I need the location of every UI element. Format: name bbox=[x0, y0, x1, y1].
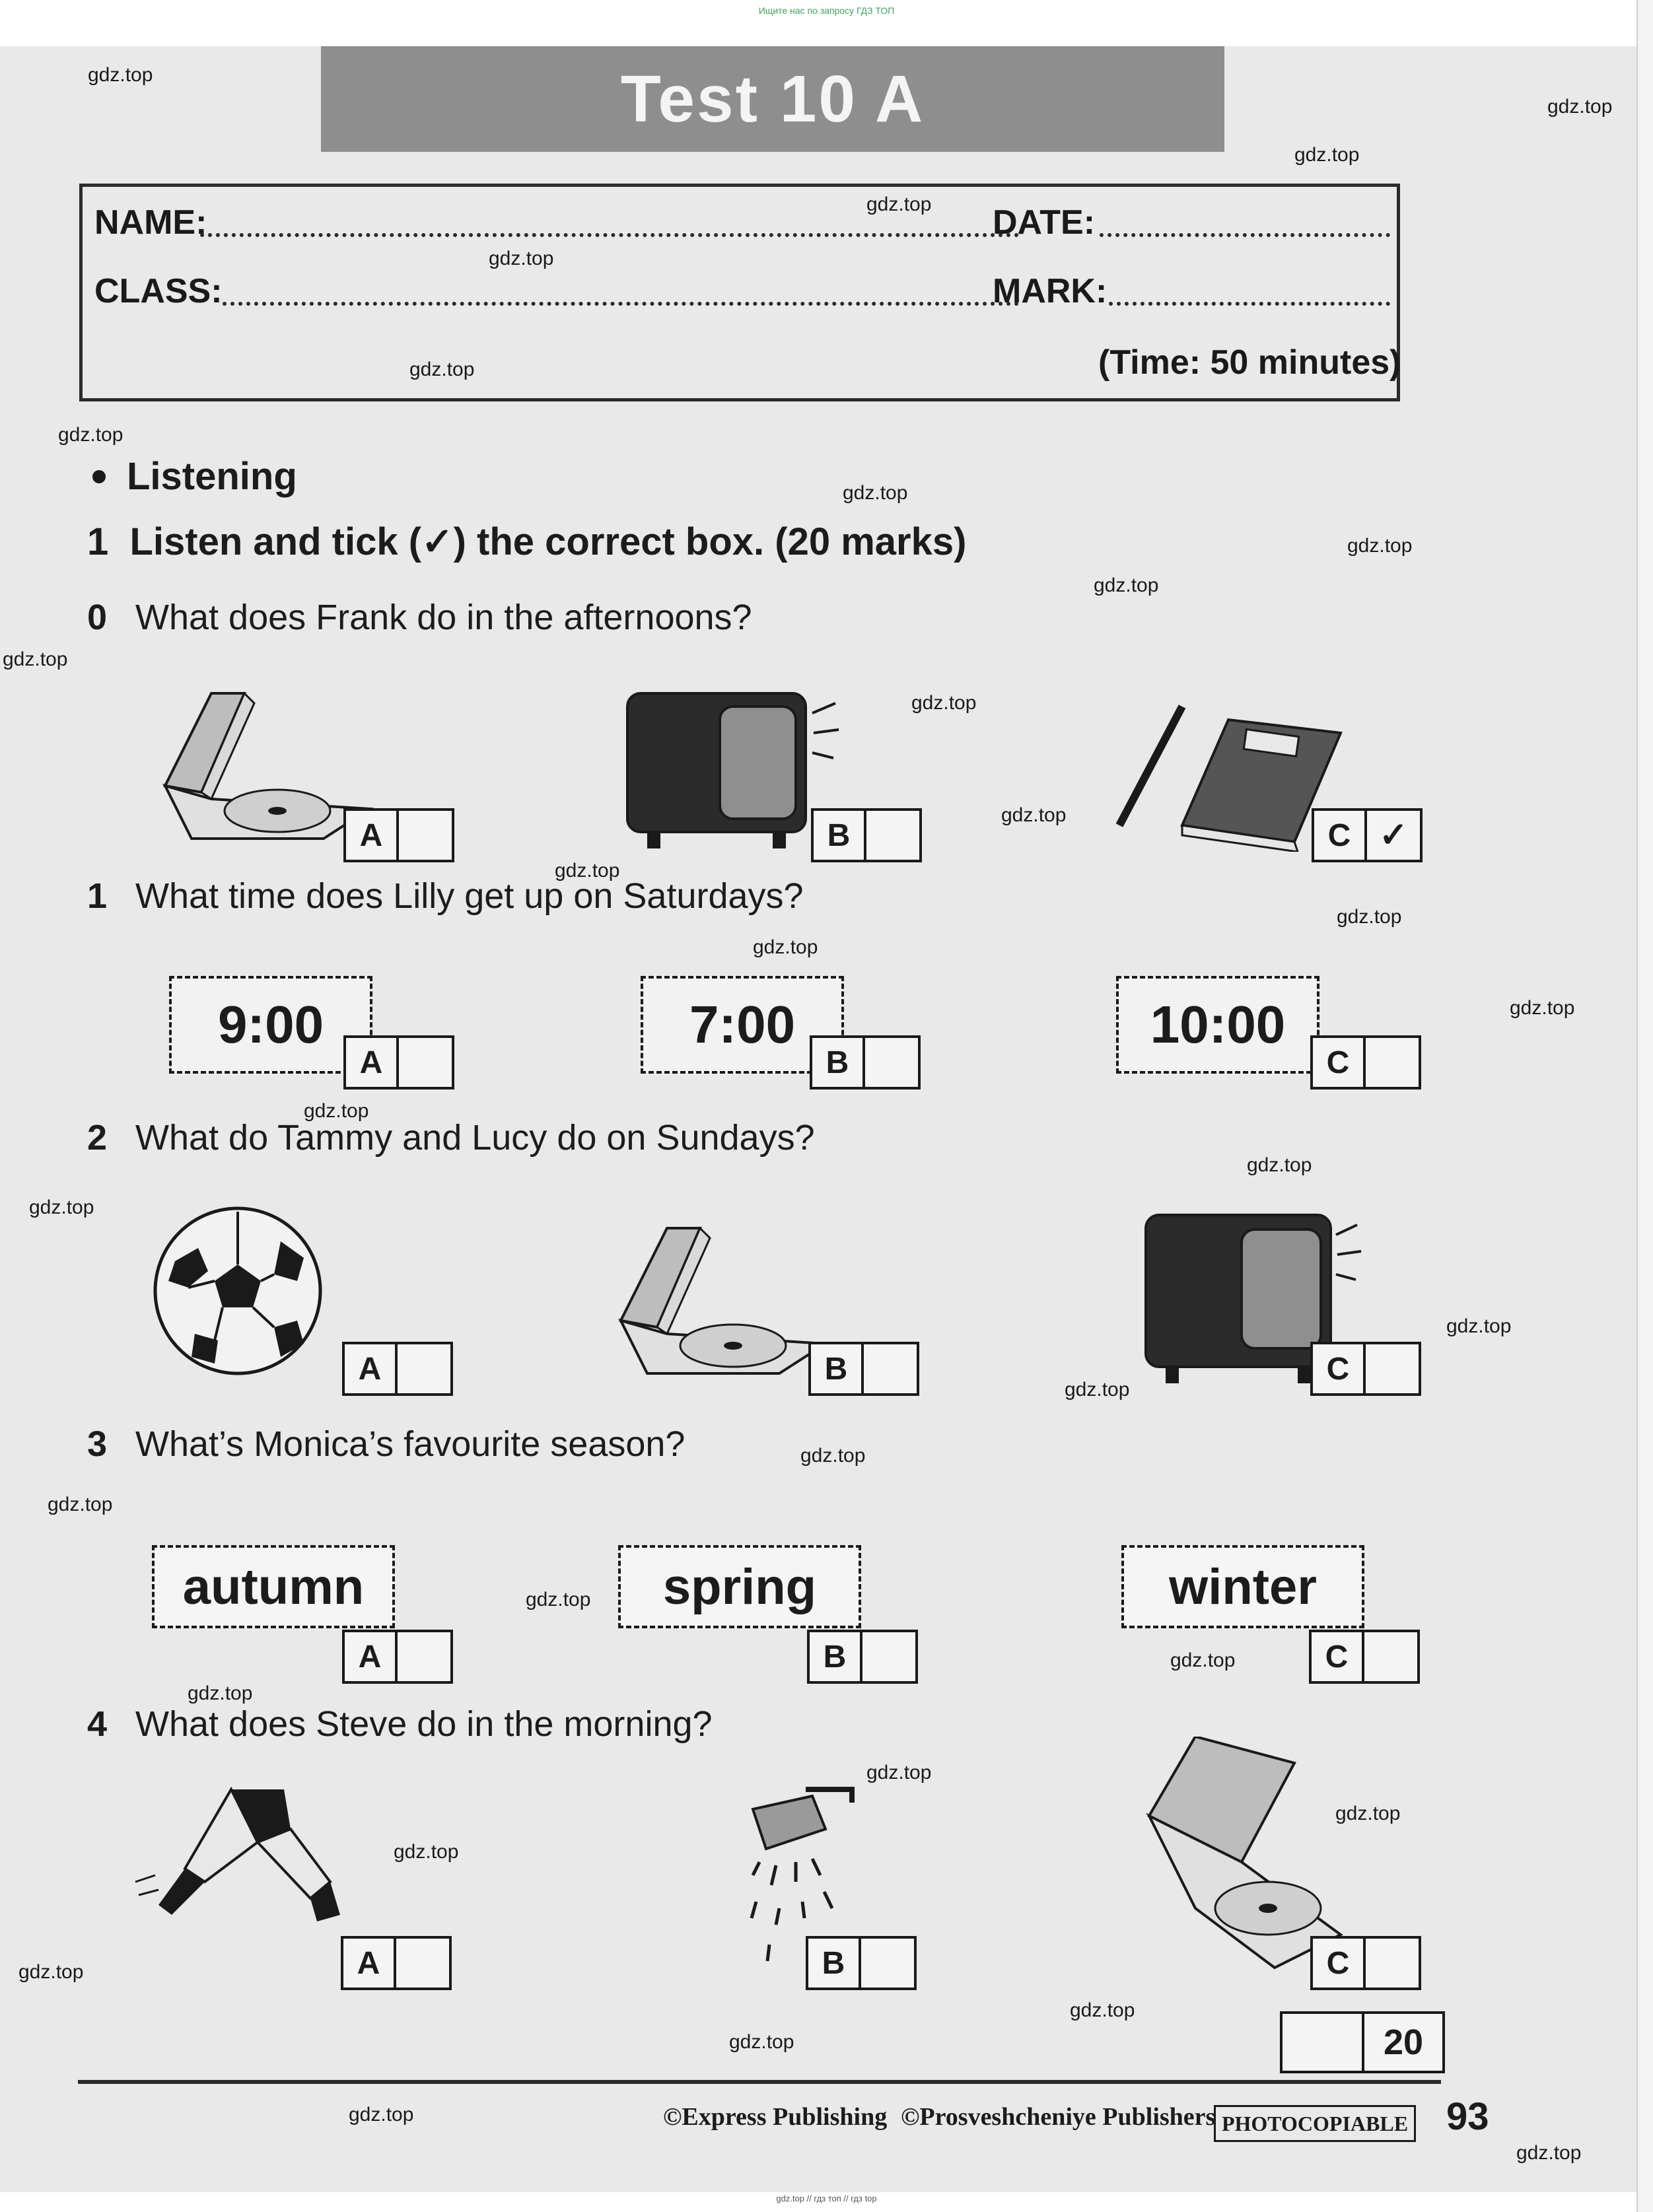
time-limit: (Time: 50 minutes) bbox=[1098, 343, 1401, 382]
score-total: 20 bbox=[1383, 2022, 1424, 2062]
option-letter: A bbox=[346, 1038, 399, 1087]
page-number: 93 bbox=[1446, 2095, 1489, 2138]
score-entry[interactable] bbox=[1283, 2014, 1364, 2071]
section-heading: Listening bbox=[127, 455, 297, 498]
watermark: gdz.top bbox=[1094, 574, 1159, 596]
answer-box-4-a[interactable] bbox=[341, 1936, 452, 1990]
watermark: gdz.top bbox=[88, 64, 153, 86]
watermark: gdz.top bbox=[1347, 535, 1413, 557]
question-text: What’s Monica’s favourite season? bbox=[135, 1424, 686, 1464]
mark-line[interactable] bbox=[1109, 302, 1390, 306]
option-letter: C bbox=[1313, 1344, 1366, 1393]
watermark: gdz.top bbox=[1335, 1803, 1401, 1824]
watermark: gdz.top bbox=[526, 1589, 591, 1610]
option-letter: B bbox=[812, 1038, 865, 1087]
watermark: gdz.top bbox=[188, 1682, 253, 1704]
tick-cell[interactable] bbox=[1366, 1344, 1419, 1393]
laptop-cd-icon bbox=[139, 667, 376, 852]
answer-box-4-c[interactable] bbox=[1310, 1936, 1421, 1990]
answer-box-2-c[interactable] bbox=[1310, 1342, 1421, 1396]
question-number: 1 bbox=[87, 876, 108, 916]
question-text: What do Tammy and Lucy do on Sundays? bbox=[135, 1118, 815, 1158]
time-option-a: 9:00 bbox=[169, 976, 372, 1074]
answer-box-1-a[interactable] bbox=[343, 1035, 454, 1089]
answer-box-4-b[interactable] bbox=[806, 1936, 917, 1990]
answer-box-0-b[interactable] bbox=[811, 808, 922, 862]
watermark: gdz.top bbox=[349, 2104, 414, 2126]
watermark: gdz.top bbox=[555, 860, 620, 881]
tick-cell[interactable] bbox=[861, 1939, 914, 1987]
watermark: gdz.top bbox=[1446, 1315, 1512, 1337]
answer-box-2-a[interactable] bbox=[342, 1342, 453, 1396]
title-bar bbox=[321, 46, 1224, 152]
task-text: Listen and tick (✓) the correct box. (20 marks) bbox=[129, 520, 967, 563]
tick-cell[interactable] bbox=[1366, 1939, 1419, 1987]
publisher-credit-2: ©Prosveshcheniye Publishers bbox=[901, 2103, 1216, 2131]
watermark: gdz.top bbox=[29, 1196, 94, 1218]
bottom-banner[interactable]: gdz.top // гдз топ // гдз top bbox=[776, 2194, 877, 2203]
page-title: Test 10 A bbox=[620, 61, 925, 136]
name-label: NAME: bbox=[94, 203, 207, 242]
watermark: gdz.top bbox=[3, 648, 68, 670]
answer-box-3-a[interactable] bbox=[342, 1630, 453, 1684]
question-2 bbox=[87, 1117, 815, 1158]
time-option-c: 10:00 bbox=[1116, 976, 1319, 1074]
watermark: gdz.top bbox=[48, 1494, 113, 1515]
watermark: gdz.top bbox=[1247, 1154, 1312, 1176]
laptop-cd-icon bbox=[594, 1202, 832, 1387]
tick-cell[interactable] bbox=[399, 811, 452, 860]
tick-cell[interactable] bbox=[398, 1632, 450, 1681]
tick-cell[interactable] bbox=[862, 1632, 915, 1681]
option-letter: C bbox=[1313, 1939, 1366, 1987]
watermark: gdz.top bbox=[1337, 906, 1402, 928]
watermark: gdz.top bbox=[1070, 1999, 1135, 2021]
option-letter: B bbox=[811, 1344, 864, 1393]
watermark: gdz.top bbox=[1170, 1649, 1236, 1671]
name-line[interactable] bbox=[200, 233, 1019, 237]
tick-cell[interactable] bbox=[864, 1344, 917, 1393]
watermark: gdz.top bbox=[1065, 1379, 1130, 1400]
answer-box-3-c[interactable] bbox=[1309, 1630, 1420, 1684]
class-line[interactable] bbox=[223, 302, 1019, 306]
option-letter: A bbox=[345, 1632, 398, 1681]
season-option-a: autumn bbox=[152, 1545, 395, 1628]
option-letter: C bbox=[1313, 1038, 1366, 1087]
answer-box-0-c[interactable] bbox=[1312, 808, 1423, 862]
watermark: gdz.top bbox=[1001, 804, 1067, 826]
watermark: gdz.top bbox=[911, 692, 977, 714]
option-letter: B bbox=[814, 811, 866, 860]
option-letter: A bbox=[345, 1344, 398, 1393]
option-letter: C bbox=[1312, 1632, 1364, 1681]
question-number: 3 bbox=[87, 1424, 108, 1464]
time-option-b: 7:00 bbox=[641, 976, 844, 1074]
football-icon bbox=[149, 1202, 327, 1380]
watermark: gdz.top bbox=[800, 1445, 866, 1467]
photocopiable-label: PHOTOCOPIABLE bbox=[1214, 2105, 1416, 2142]
season-option-b: spring bbox=[618, 1545, 861, 1628]
watermark: gdz.top bbox=[753, 936, 818, 958]
task-number: 1 bbox=[87, 520, 109, 563]
mark-label: MARK: bbox=[993, 272, 1108, 310]
watermark: gdz.top bbox=[843, 482, 908, 504]
publisher-credit-1: ©Express Publishing bbox=[663, 2103, 888, 2131]
question-0 bbox=[87, 597, 752, 638]
answer-box-0-a[interactable] bbox=[343, 808, 454, 862]
watermark: gdz.top bbox=[1516, 2142, 1582, 2164]
answer-box-1-c[interactable] bbox=[1310, 1035, 1421, 1089]
question-1 bbox=[87, 876, 804, 916]
watermark: gdz.top bbox=[1547, 96, 1613, 118]
tick-cell[interactable] bbox=[1366, 1038, 1419, 1087]
question-text: What does Steve do in the morning? bbox=[135, 1704, 713, 1744]
watermark: gdz.top bbox=[489, 248, 554, 269]
tick-cell[interactable] bbox=[399, 1038, 452, 1087]
option-letter: A bbox=[343, 1939, 396, 1987]
option-letter: B bbox=[808, 1939, 861, 1987]
tick-cell[interactable] bbox=[1364, 1632, 1417, 1681]
answer-box-2-b[interactable] bbox=[808, 1342, 919, 1396]
running-legs-icon bbox=[132, 1783, 343, 1941]
tick-cell[interactable] bbox=[865, 1038, 918, 1087]
tick-mark[interactable]: ✓ bbox=[1379, 816, 1408, 854]
watermark: gdz.top bbox=[18, 1961, 84, 1983]
watermark: gdz.top bbox=[866, 193, 932, 215]
date-label: DATE: bbox=[993, 203, 1096, 242]
tick-cell[interactable] bbox=[398, 1344, 450, 1393]
date-line[interactable] bbox=[1100, 233, 1390, 237]
question-3 bbox=[87, 1424, 685, 1465]
watermark: gdz.top bbox=[58, 424, 123, 446]
question-number: 2 bbox=[87, 1118, 108, 1158]
question-4 bbox=[87, 1704, 713, 1745]
watermark: gdz.top bbox=[1510, 997, 1575, 1019]
watermark: gdz.top bbox=[1294, 144, 1360, 166]
answer-box-3-b[interactable] bbox=[807, 1630, 918, 1684]
option-letter: A bbox=[346, 811, 399, 860]
watermark: gdz.top bbox=[409, 359, 475, 380]
watermark: gdz.top bbox=[394, 1841, 459, 1863]
footer-divider bbox=[78, 2080, 1441, 2084]
answer-box-1-b[interactable] bbox=[810, 1035, 921, 1089]
score-box[interactable] bbox=[1280, 2011, 1445, 2073]
student-info-box bbox=[79, 184, 1400, 401]
section-bullet bbox=[92, 470, 106, 483]
question-text: What time does Lilly get up on Saturdays? bbox=[135, 876, 804, 916]
tick-cell[interactable] bbox=[396, 1939, 449, 1987]
watermark: gdz.top bbox=[729, 2031, 794, 2053]
task-heading bbox=[87, 519, 966, 564]
question-number: 4 bbox=[87, 1704, 108, 1744]
option-letter: B bbox=[810, 1632, 862, 1681]
question-text: What does Frank do in the afternoons? bbox=[135, 598, 752, 637]
top-banner[interactable]: Ищите нас по запросу ГДЗ ТОП bbox=[758, 5, 895, 16]
watermark: gdz.top bbox=[866, 1762, 932, 1783]
question-number: 0 bbox=[87, 598, 108, 637]
season-option-c: winter bbox=[1121, 1545, 1364, 1628]
watermark: gdz.top bbox=[304, 1100, 369, 1122]
scrollbar[interactable] bbox=[1636, 0, 1653, 2212]
class-label: CLASS: bbox=[94, 272, 223, 310]
option-letter: C bbox=[1314, 811, 1367, 860]
tick-cell[interactable] bbox=[866, 811, 919, 860]
